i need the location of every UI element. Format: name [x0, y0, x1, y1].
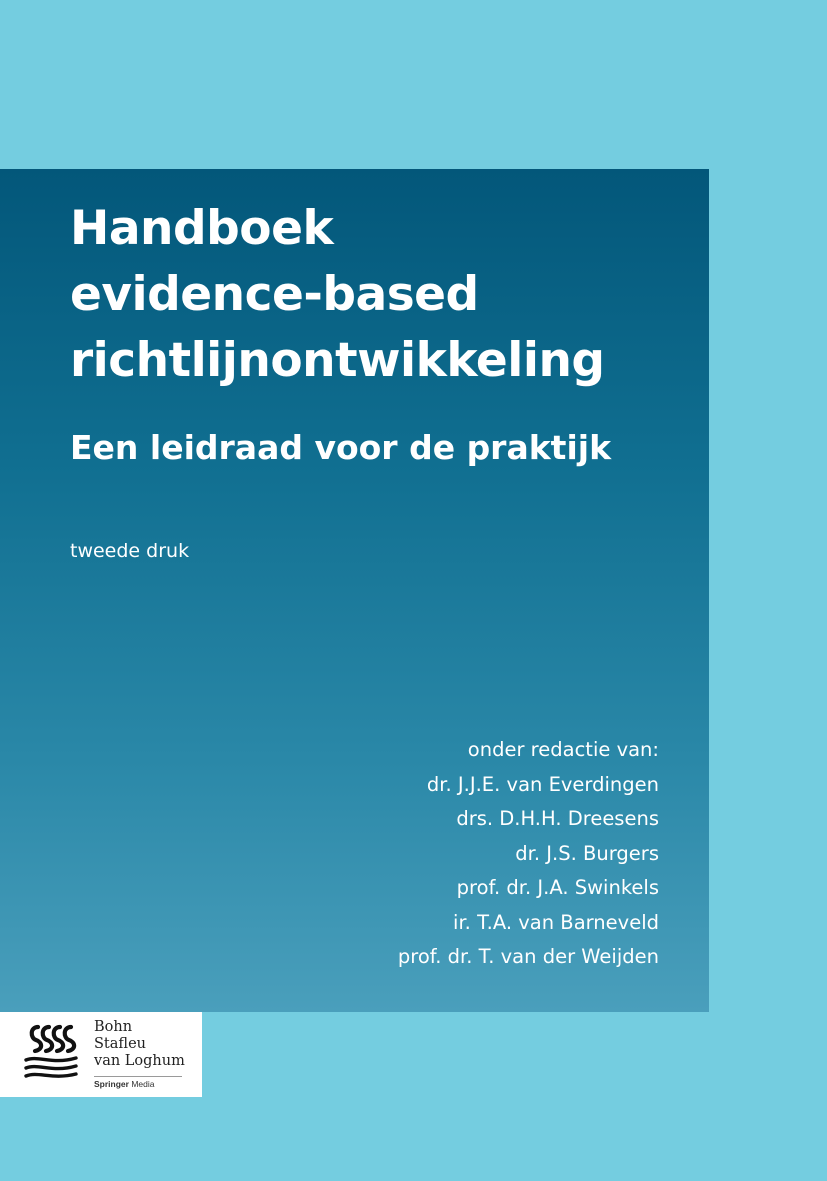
- book-title-line: evidence-based: [70, 267, 479, 322]
- publisher-name-line: Stafleu: [94, 1036, 146, 1052]
- publisher-name-line: Bohn: [94, 1019, 133, 1035]
- publisher-divider: [94, 1076, 182, 1077]
- book-title-line: richtlijnontwikkeling: [70, 333, 605, 388]
- publisher-name: [94, 1019, 185, 1070]
- book-title: [70, 196, 605, 394]
- publisher-logo-box: [0, 1012, 202, 1097]
- publisher-parent: [94, 1078, 154, 1090]
- publisher-parent-bold: Springer: [94, 1079, 129, 1089]
- publisher-name-line: van Loghum: [94, 1053, 185, 1069]
- editors-block: [398, 733, 659, 975]
- editor-name: dr. J.J.E. van Everdingen: [426, 772, 659, 796]
- book-subtitle: Een leidraad voor de praktijk: [70, 428, 612, 467]
- bsl-ssss-logo-icon: [22, 1022, 80, 1080]
- editor-name: prof. dr. T. van der Weijden: [397, 945, 659, 968]
- publisher-parent-rest: Media: [128, 1079, 155, 1089]
- editor-name: ir. T.A. van Barneveld: [453, 910, 659, 934]
- edition-label: tweede druk: [70, 540, 190, 562]
- editors-intro: onder redactie van:: [467, 738, 659, 761]
- editor-name: drs. D.H.H. Dreesens: [456, 807, 659, 830]
- editor-name: dr. J.S. Burgers: [515, 841, 659, 865]
- editor-name: prof. dr. J.A. Swinkels: [456, 876, 659, 899]
- book-title-line: Handboek: [70, 201, 334, 256]
